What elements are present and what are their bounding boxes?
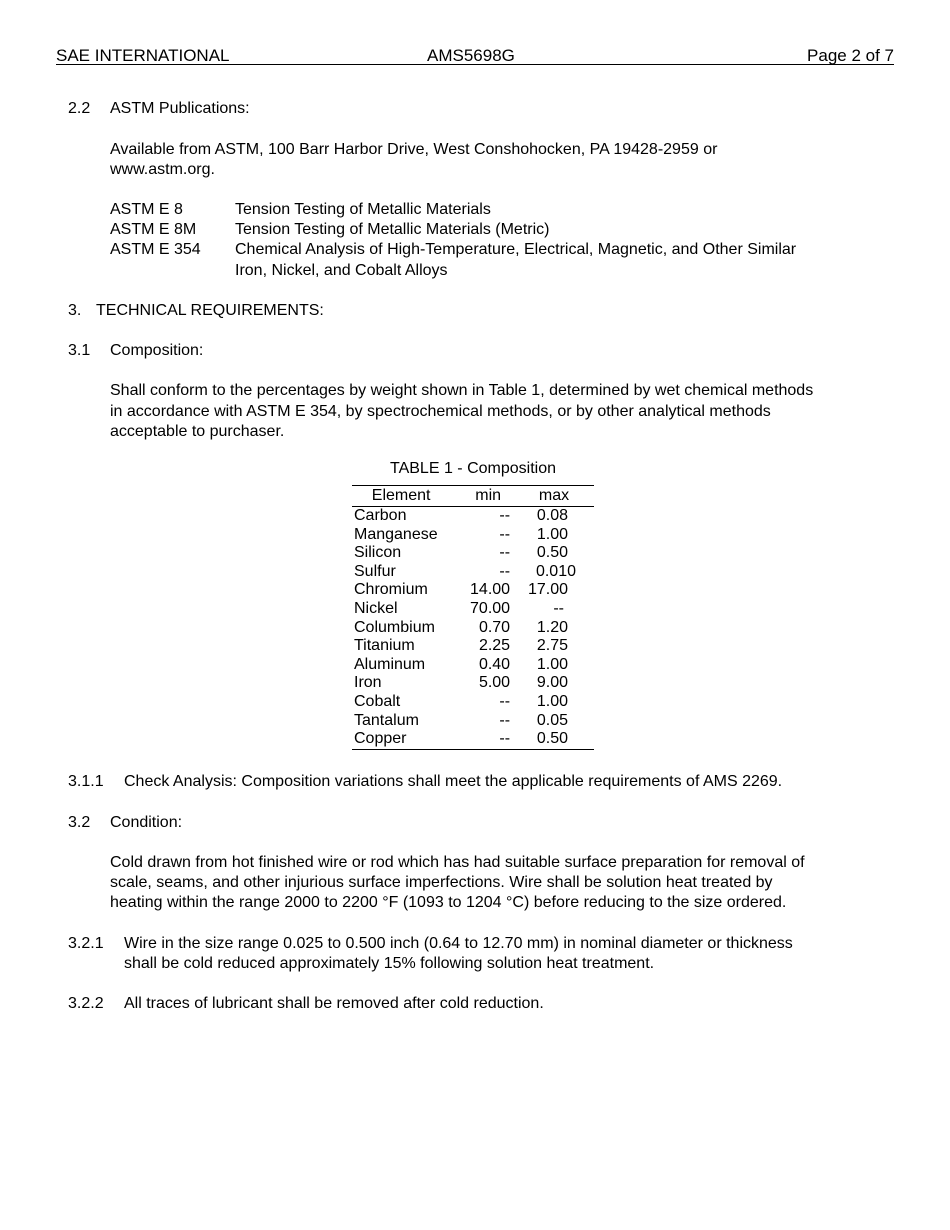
cell-min: -- <box>499 544 511 562</box>
column-header-element: Element <box>352 486 450 507</box>
table-caption: TABLE 1 - Composition <box>390 460 556 477</box>
cell-element: Titanium <box>354 637 415 655</box>
cell-min: 2.25 <box>478 637 511 655</box>
section-3-2-2-number: 3.2.2 <box>68 995 104 1012</box>
ref-code: ASTM E 354 <box>110 241 201 258</box>
column-header-min: min <box>450 486 510 507</box>
table-header-row <box>352 486 594 507</box>
cell-min: 14.00 <box>470 581 511 599</box>
cell-element: Columbium <box>354 618 435 636</box>
cell-element: Manganese <box>354 525 438 543</box>
section-3-1-title: Composition: <box>110 342 204 359</box>
table-row <box>352 507 594 526</box>
header-left: SAE INTERNATIONAL <box>56 46 230 65</box>
section-3-2-line: scale, seams, and other injurious surface imperfections. Wire shall be solution heat treated by <box>110 874 773 891</box>
cell-element: Aluminum <box>354 655 426 673</box>
cell-element: Tantalum <box>354 711 419 729</box>
composition-table-block <box>352 458 594 750</box>
section-3-1-line: acceptable to purchaser. <box>110 423 285 440</box>
section-3-1-line: Shall conform to the percentages by weight shown in Table 1, determined by wet chemical methods <box>110 382 814 399</box>
composition-table <box>352 485 594 750</box>
cell-min: -- <box>499 562 511 580</box>
section-2-2-para-line2: www.astm.org. <box>110 161 215 178</box>
section-3-2-line: Cold drawn from hot finished wire or rod which has had suitable surface preparation for removal of <box>110 854 805 871</box>
ref-code: ASTM E 8 <box>110 201 183 218</box>
section-2-2-number: 2.2 <box>68 100 91 117</box>
cell-max: 9.00 <box>536 674 568 692</box>
table-row <box>352 712 594 731</box>
ref-title: Tension Testing of Metallic Materials <box>235 201 491 218</box>
cell-element: Iron <box>354 674 382 692</box>
table-row <box>352 637 594 656</box>
ref-title: Chemical Analysis of High-Temperature, Electrical, Magnetic, and Other Similar <box>235 241 797 258</box>
section-3-1-1-text: Check Analysis: Composition variations shall meet the applicable requirements of AMS 2269. <box>124 773 783 790</box>
cell-element: Cobalt <box>354 692 401 710</box>
table-row <box>352 619 594 638</box>
ref-code: ASTM E 8M <box>110 221 197 238</box>
section-3-2-1-line: shall be cold reduced approximately 15% following solution heat treatment. <box>124 955 655 972</box>
section-3-title: TECHNICAL REQUIREMENTS: <box>96 302 324 319</box>
cell-max: 1.00 <box>536 525 568 543</box>
cell-max: 1.00 <box>536 692 568 710</box>
section-3-2-line: heating within the range 2000 to 2200 °F (1093 to 1204 °C) before reducing to the size ordered. <box>110 894 787 911</box>
cell-min: -- <box>499 711 511 729</box>
section-3-2-number: 3.2 <box>68 814 91 831</box>
section-3-2-1-line: Wire in the size range 0.025 to 0.500 inch (0.64 to 12.70 mm) in nominal diameter or thickness <box>124 935 793 952</box>
table-row <box>352 544 594 563</box>
header-rule <box>56 64 894 65</box>
cell-element: Nickel <box>354 599 398 617</box>
cell-min: 0.70 <box>478 618 511 636</box>
cell-max: 2.75 <box>536 637 568 655</box>
section-3-number: 3. <box>68 302 82 319</box>
column-header-max: max <box>510 486 594 507</box>
cell-min: -- <box>499 525 511 543</box>
section-3-2-title: Condition: <box>110 814 183 831</box>
cell-max: 1.00 <box>536 655 568 673</box>
section-3-2-2-text: All traces of lubricant shall be removed after cold reduction. <box>124 995 544 1012</box>
cell-max: 0.010 <box>535 562 576 580</box>
cell-max: -- <box>553 599 564 617</box>
cell-max: 0.50 <box>536 544 568 562</box>
cell-max: 0.08 <box>536 507 568 524</box>
cell-max: 0.50 <box>510 730 594 749</box>
cell-element: Silicon <box>354 544 402 562</box>
section-2-2-para-line1: Available from ASTM, 100 Barr Harbor Drive, West Conshohocken, PA 19428-2959 or <box>110 141 718 158</box>
cell-min: 70.00 <box>470 599 511 617</box>
section-3-1-1-number: 3.1.1 <box>68 773 104 790</box>
header-page-number: Page 2 of 7 <box>807 46 894 65</box>
cell-min: -- <box>499 507 511 524</box>
table-row <box>352 674 594 693</box>
cell-element: Sulfur <box>354 562 396 580</box>
ref-title: Tension Testing of Metallic Materials (Metric) <box>235 221 550 238</box>
header-doc-number: AMS5698G <box>427 46 515 65</box>
cell-min: 0.40 <box>478 655 511 673</box>
cell-element: Carbon <box>354 507 407 524</box>
table-row <box>352 526 594 545</box>
table-row <box>352 656 594 675</box>
table-row <box>352 730 594 749</box>
table-row <box>352 581 594 600</box>
cell-element: Chromium <box>354 581 428 599</box>
ref-title-continued: Iron, Nickel, and Cobalt Alloys <box>235 262 448 279</box>
cell-max: 1.20 <box>536 618 568 636</box>
cell-min: 5.00 <box>478 674 511 692</box>
cell-min: -- <box>450 730 510 749</box>
section-2-2-title: ASTM Publications: <box>110 100 250 117</box>
table-row <box>352 563 594 582</box>
section-3-1-line: in accordance with ASTM E 354, by spectrochemical methods, or by other analytical methods <box>110 403 771 420</box>
section-3-1-number: 3.1 <box>68 342 91 359</box>
cell-max: 17.00 <box>527 581 568 599</box>
table-row <box>352 693 594 712</box>
cell-min: -- <box>499 692 511 710</box>
table-row <box>352 600 594 619</box>
section-3-2-1-number: 3.2.1 <box>68 935 104 952</box>
cell-max: 0.05 <box>536 711 568 729</box>
cell-element: Copper <box>352 730 450 749</box>
